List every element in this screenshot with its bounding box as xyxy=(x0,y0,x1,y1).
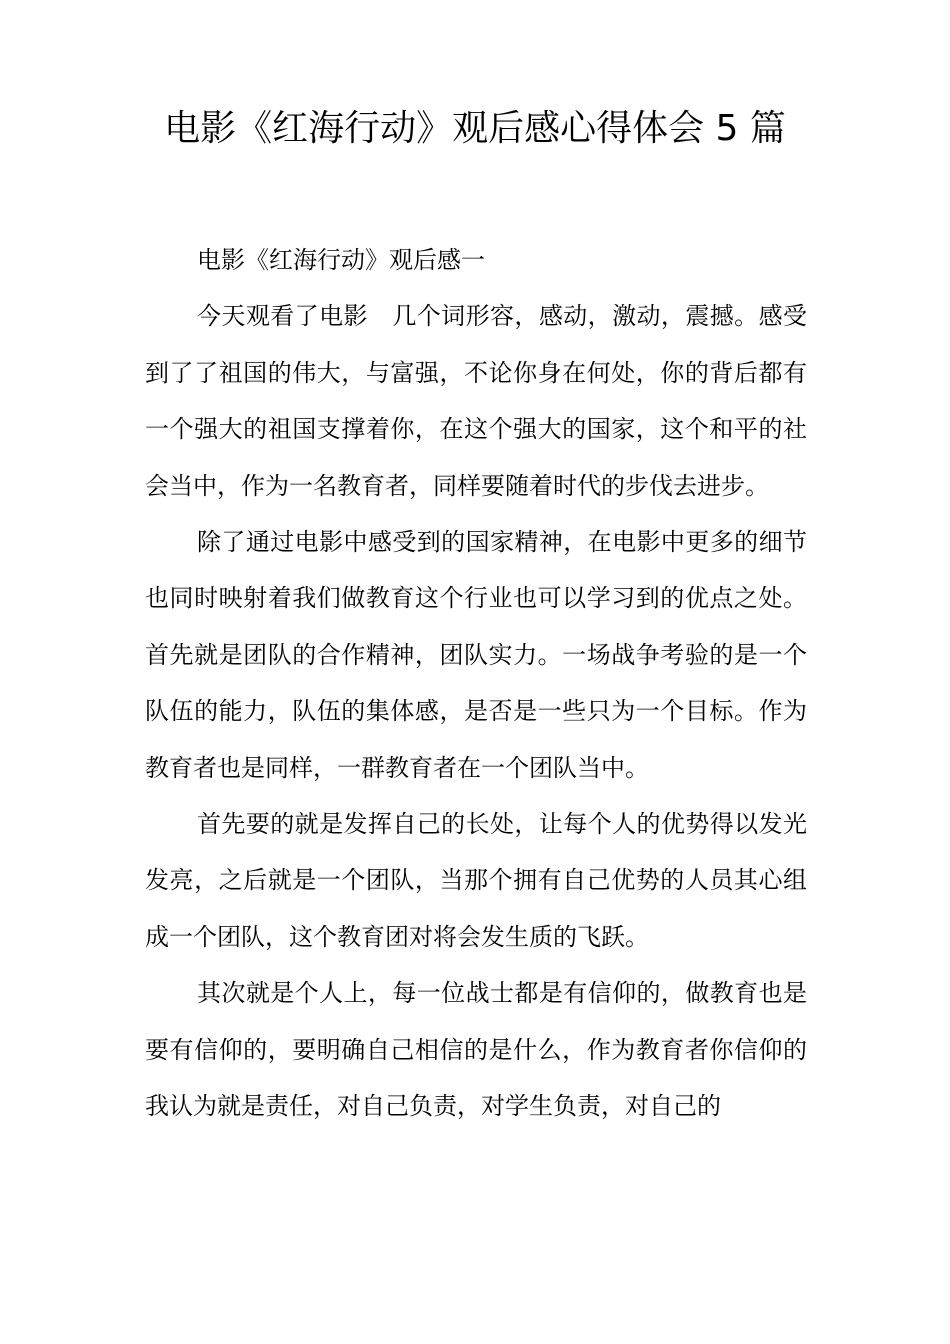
document-title: 电影《红海行动》观后感心得体会 5 篇 xyxy=(164,108,786,149)
paragraph-2: 除了通过电影中感受到的国家精神，在电影中更多的细节也同时映射着我们做教育这个行业也可以学习到的优点之处。首先就是团队的合作精神，团队实力。一场战争考验的是一个队伍的能力，队伍的集体感，是否是一些只为一个目标。作为教育者也是同样，一群教育者在一个团队当中。 xyxy=(145,528,807,782)
document-body xyxy=(145,232,807,1135)
paragraph-3: 首先要的就是发挥自己的长处，让每个人的优势得以发光发亮，之后就是一个团队，当那个拥有自己优势的人员其心组成一个团队，这个教育团对将会发生质的飞跃。 xyxy=(145,810,807,951)
section-heading: 电影《红海行动》观后感一 xyxy=(197,246,485,274)
paragraph-1: 今天观看了电影 几个词形容，感动，激动，震撼。感受到了了祖国的伟大，与富强，不论你身在何处，你的背后都有一个强大的祖国支撑着你，在这个强大的国家，这个和平的社会当中，作为一名教育者，同样要随着时代的步伐去进步。 xyxy=(145,302,807,500)
paragraph-4: 其次就是个人上，每一位战士都是有信仰的，做教育也是要有信仰的，要明确自己相信的是什么，作为教育者你信仰的我认为就是责任，对自己负责，对学生负责，对自己的 xyxy=(145,979,807,1121)
